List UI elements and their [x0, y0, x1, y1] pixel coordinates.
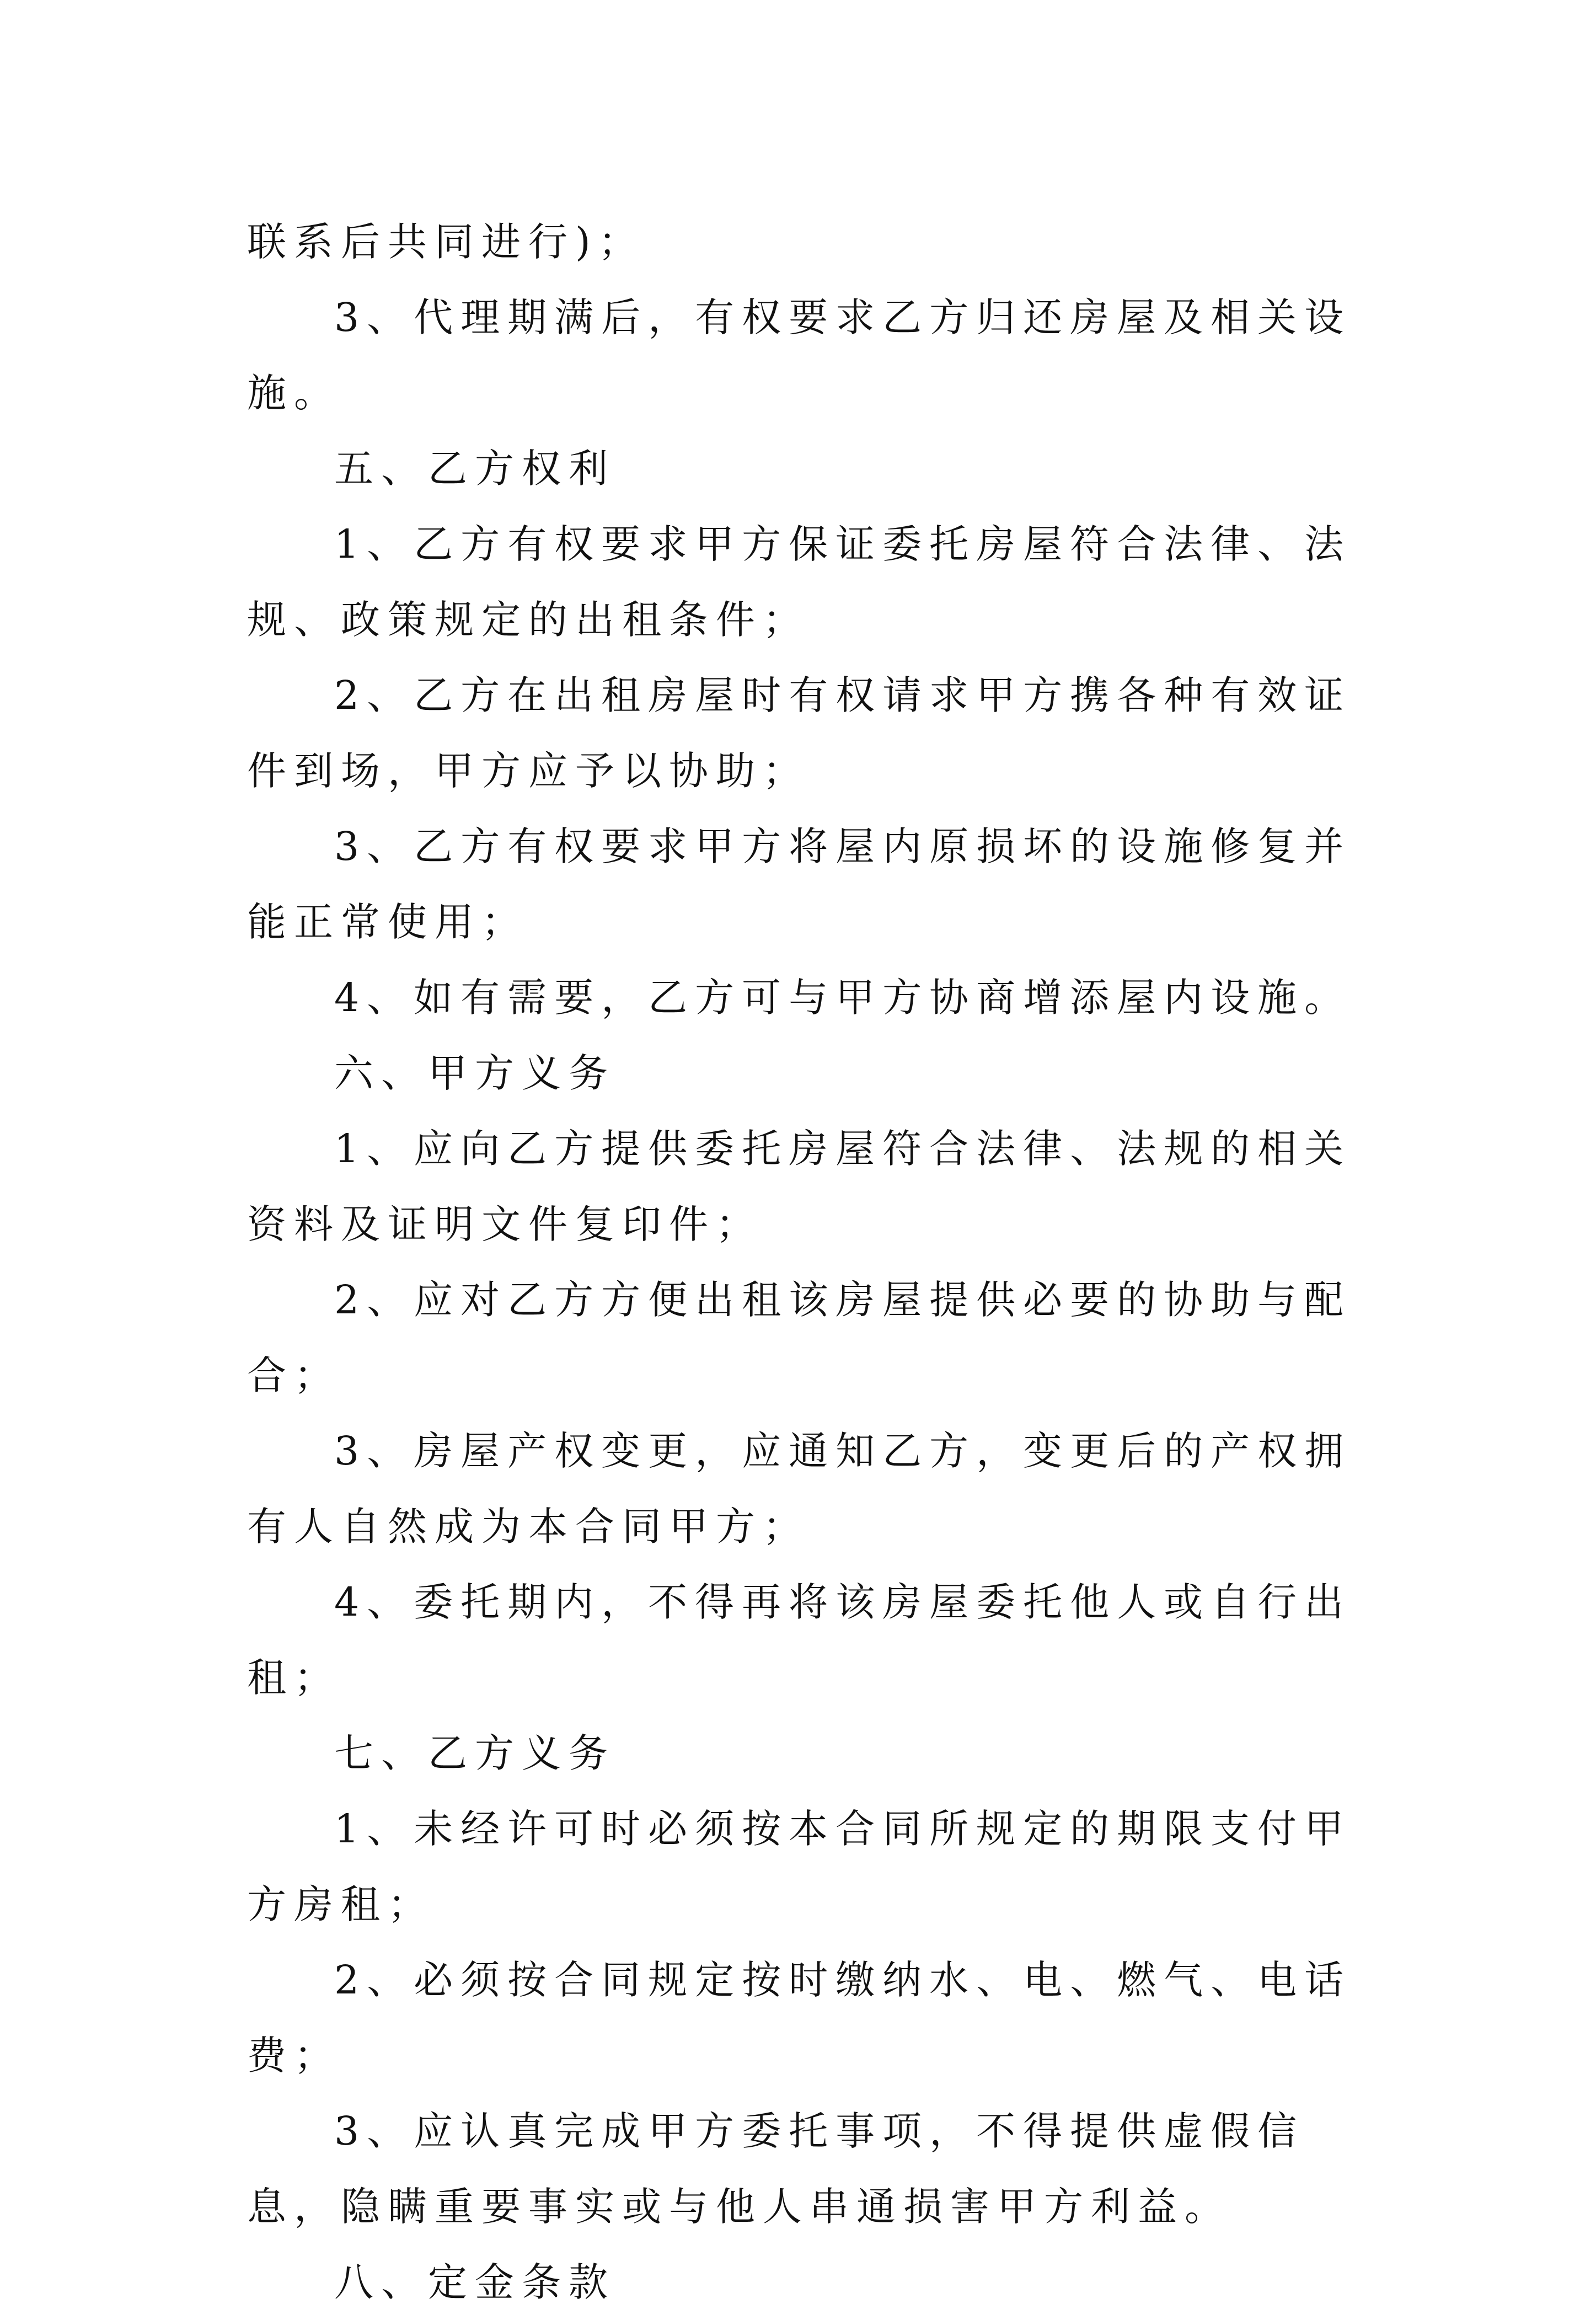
document-body: [247, 204, 1361, 2320]
section-heading: 八、定金条款: [334, 2259, 616, 2305]
paragraph: 4、委托期内，不得再将该房屋委托他人或自行出租；: [247, 1579, 1352, 1701]
paragraph: 2、应对乙方方便出租该房屋提供必要的协助与配合；: [247, 1277, 1352, 1398]
paragraph: 1、乙方有权要求甲方保证委托房屋符合法律、法规、政策规定的出租条件；: [247, 521, 1352, 643]
paragraph: 2、必须按合同规定按时缴纳水、电、燃气、电话费；: [247, 1957, 1352, 2078]
paragraph: 2、乙方在出租房屋时有权请求甲方携各种有效证件到场，甲方应予以协助；: [247, 672, 1352, 794]
paragraph: 3、代理期满后，有权要求乙方归还房屋及相关设施。: [247, 295, 1352, 416]
paragraph: 1、应向乙方提供委托房屋符合法律、法规的相关资料及证明文件复印件；: [247, 1126, 1352, 1247]
paragraph: 3、房屋产权变更，应通知乙方，变更后的产权拥有人自然成为本合同甲方；: [247, 1428, 1352, 1549]
section-heading: 六、甲方义务: [334, 1050, 616, 1096]
paragraph: 1、未经许可时必须按本合同所规定的期限支付甲方房租；: [247, 1806, 1352, 1927]
paragraph: 3、应认真完成甲方委托事项，不得提供虚假信息，隐瞒重要事实或与他人串通损害甲方利益。: [247, 2108, 1305, 2230]
section-heading: 五、乙方权利: [334, 446, 616, 491]
section-heading: 七、乙方义务: [334, 1730, 616, 1776]
paragraph: 联系后共同进行)；: [247, 219, 645, 265]
paragraph: 3、乙方有权要求甲方将屋内原损坏的设施修复并能正常使用；: [247, 824, 1352, 945]
paragraph: 4、如有需要，乙方可与甲方协商增添屋内设施。: [334, 975, 1352, 1020]
